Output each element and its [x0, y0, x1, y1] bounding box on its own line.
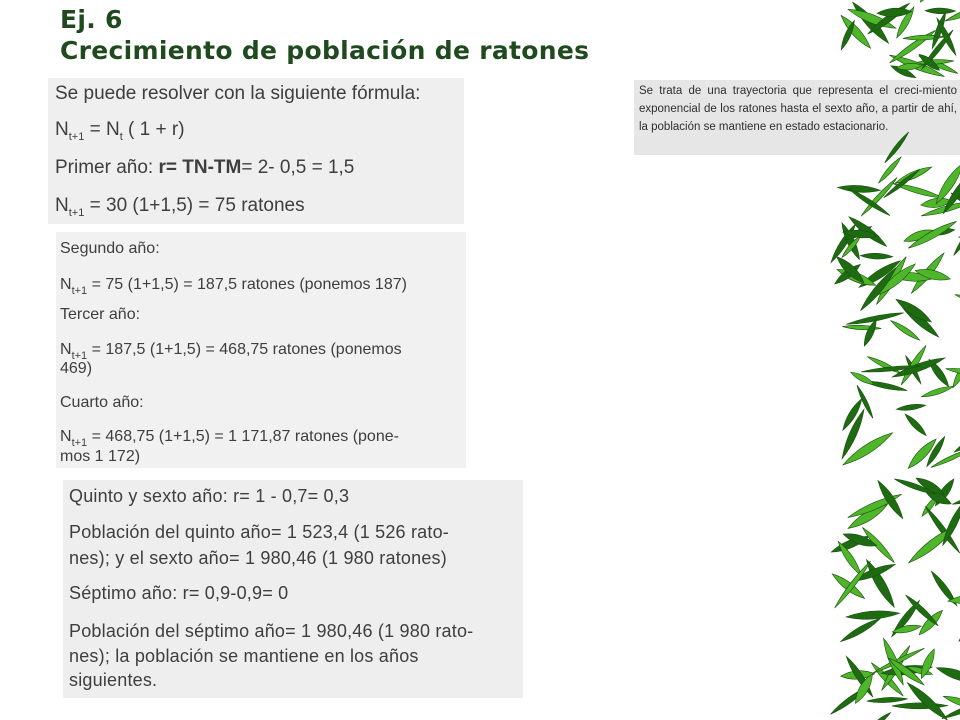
- fourth-year-population: $N_{t+1} = 468,75$ (1+1,5) = 1 171,87 ratones (pone-: [60, 428, 399, 449]
- bamboo-leaf: [903, 412, 928, 438]
- bamboo-decoration: [820, 0, 960, 720]
- bamboo-leaf: [942, 693, 960, 712]
- first-year-population: $N_{t+1} = 30$ (1+1,5) = 75 ratones: [55, 195, 305, 219]
- bamboo-leaf: [883, 131, 910, 165]
- fifth-year-population: Población del quinto año= 1 523,4 (1 526 rato-: [69, 522, 449, 542]
- bamboo-leaf: [867, 696, 908, 703]
- bamboo-leaf: [918, 647, 938, 680]
- years-5-7-scan-block: [63, 480, 523, 698]
- fourth-year-population-cont: mos 1 172): [60, 448, 141, 465]
- years-2-4-scan-block: [56, 232, 466, 468]
- stationary-statement: nes); la población se mantiene en los años: [69, 646, 419, 666]
- bamboo-leaf: [904, 680, 950, 720]
- bamboo-leaf: [894, 296, 934, 326]
- first-year-rate: Primer año: r= TN-TM= 2- 0,5 = 1,5: [55, 157, 355, 178]
- sixth-year-population: nes); y el sexto año= 1 980,46 (1 980 ratones): [69, 548, 447, 568]
- third-year-label: Tercer año:: [60, 306, 141, 323]
- bamboo-leaf: [952, 421, 960, 455]
- bamboo-leaf: [875, 478, 906, 520]
- bamboo-leaf: [849, 370, 875, 387]
- bamboo-leaf: [860, 253, 893, 260]
- bamboo-leaf: [896, 403, 926, 412]
- formula-scan-block: [48, 78, 464, 224]
- bamboo-leaf: [868, 711, 891, 720]
- bamboo-leaf: [954, 292, 960, 314]
- third-year-population-cont: 469): [60, 360, 93, 377]
- seventh-year-population: Población del séptimo año= 1 980,46 (1 980 rato-: [69, 621, 474, 641]
- seventh-year-rate: Séptimo año: r= 0,9-0,9= 0: [69, 583, 289, 603]
- bamboo-leaf: [837, 184, 880, 194]
- second-year-population: $N_{t+1} = 75$ (1+1,5) = 187,5 ratones (ponemos 187): [60, 276, 407, 297]
- bamboo-leaf: [839, 616, 882, 644]
- explanation-text: Se trata de una trayectoria que representa el creci-miento exponencial de los ratones hasta el sexto año, a partir de ahí, la población se mantiene en estado estacionario.: [639, 85, 957, 133]
- intro-text: Se puede resolver con la siguiente fórmula:: [55, 83, 421, 104]
- bamboo-leaf: [925, 8, 955, 14]
- bamboo-leaf: [935, 664, 960, 687]
- bamboo-leaf: [917, 0, 942, 4]
- bamboo-leaf: [951, 486, 960, 507]
- slide-title: [60, 4, 589, 66]
- bamboo-leaf: [846, 609, 900, 621]
- title-line-1: Ej. 6: [60, 5, 123, 34]
- general-formula: $N_{t+1} = N_t$ ( 1 + r): [55, 119, 185, 143]
- stationary-statement-end: siguientes.: [69, 670, 158, 690]
- second-year-label: Segundo año:: [60, 240, 160, 257]
- third-year-population: $N_{t+1} = 187,5$ (1+1,5) = 468,75 ratones (ponemos: [60, 341, 402, 362]
- bamboo-leaf: [921, 384, 955, 399]
- fifth-sixth-year-rate: Quinto y sexto año: r= 1 - 0,7= 0,3: [69, 486, 350, 506]
- fourth-year-label: Cuarto año:: [60, 394, 144, 411]
- title-line-2: Crecimiento de población de ratones: [60, 36, 590, 65]
